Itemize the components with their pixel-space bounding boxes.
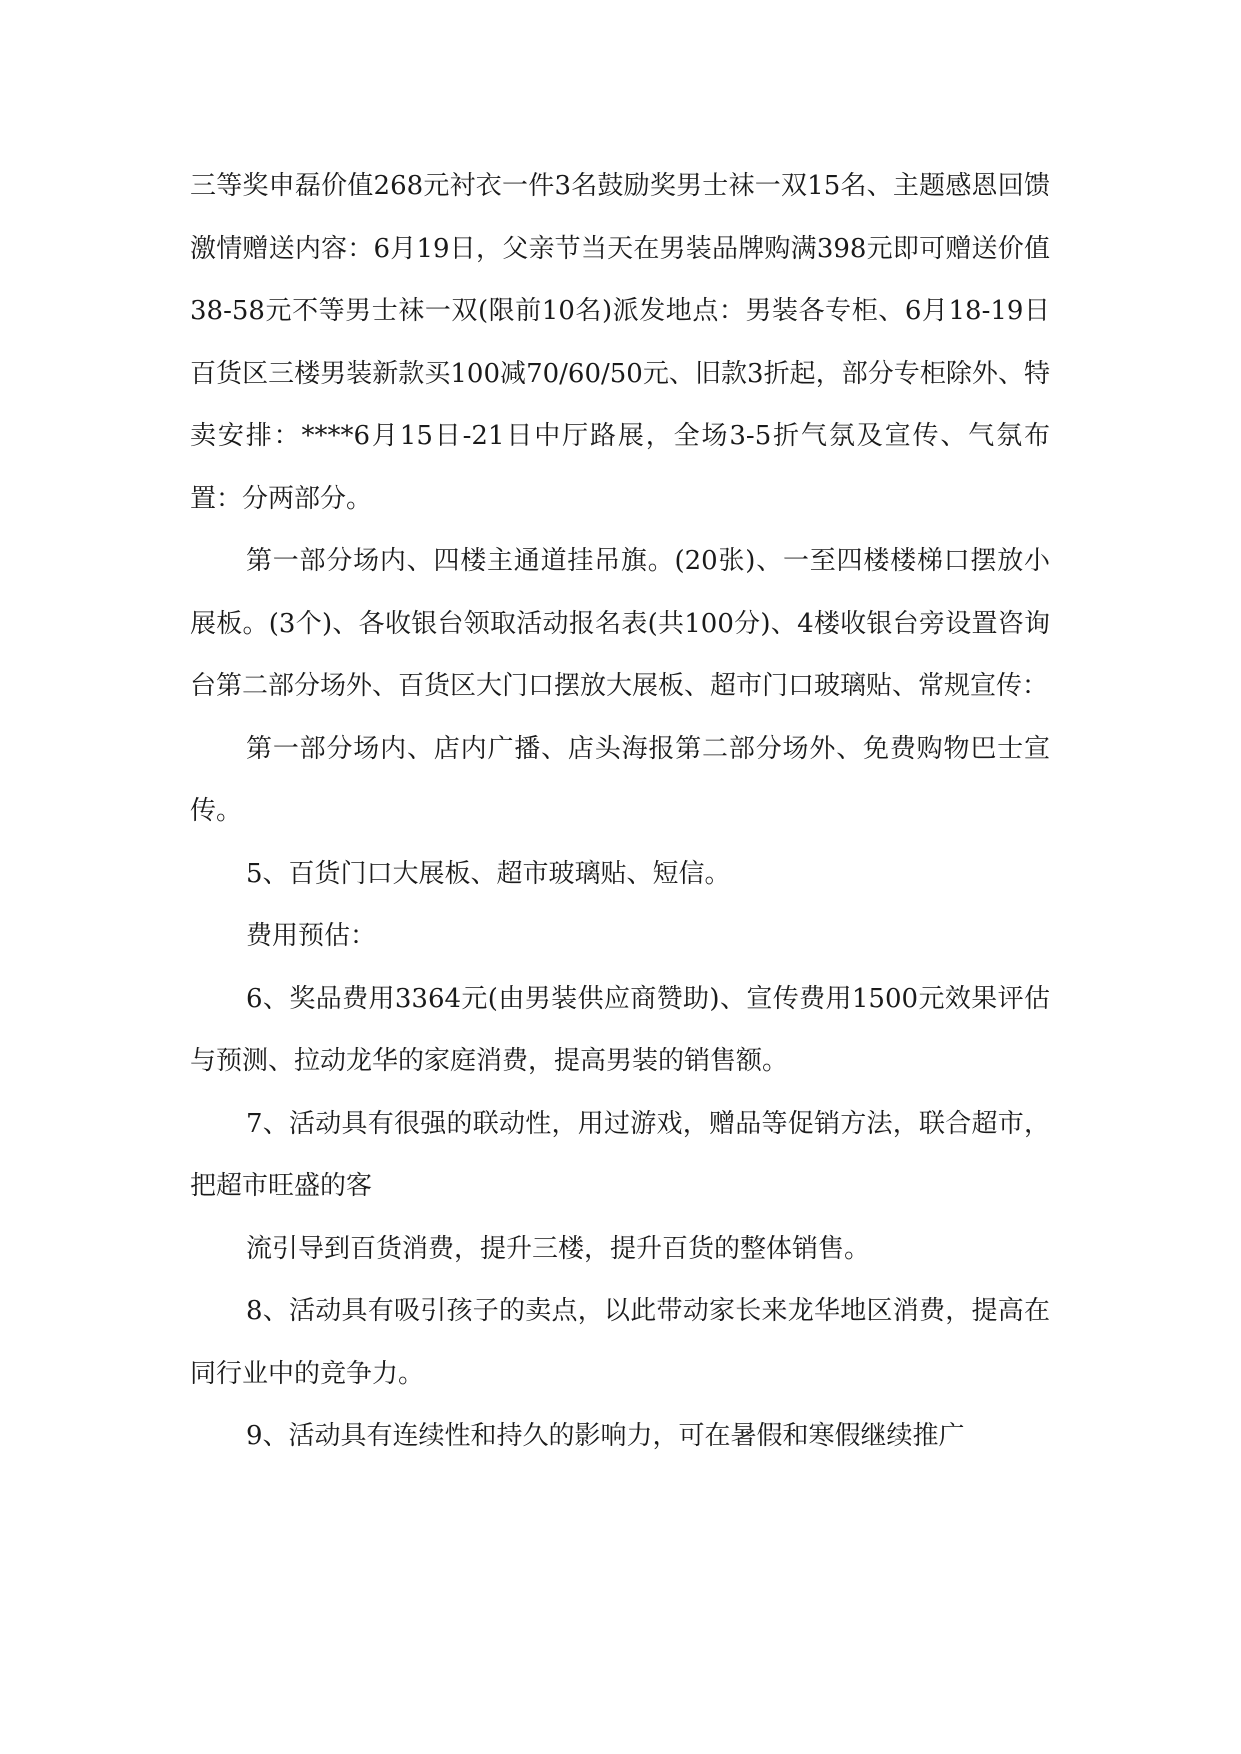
paragraph-item-5: 5、百货门口大展板、超市玻璃贴、短信。 [246,858,731,889]
paragraph-item-7-continued: 流引导到百货消费，提升三楼，提升百货的整体销售。 [246,1233,871,1264]
paragraph-decoration-part-one: 第一部分场内、四楼主通道挂吊旗。(20张)、一至四楼楼梯口摆放小展板。(3个)、各收银台领取活动报名表(共100分)、4楼收银台旁设置咨询台第二部分场外、百货区大门口摆放大展板、超市门口玻璃贴、常规宣传： [190,546,1050,701]
paragraph-cost-estimate-heading: 费用预估： [246,921,377,951]
paragraph-item-9: 9、活动具有连续性和持久的影响力，可在暑假和寒假继续推广 [246,1421,965,1451]
paragraph-item-8: 8、活动具有吸引孩子的卖点，以此带动家长来龙华地区消费，提高在同行业中的竞争力。 [190,1296,1050,1389]
paragraph-item-7: 7、活动具有很强的联动性，用过游戏，赠品等促销方法，联合超市，把超市旺盛的客 [190,1108,1050,1201]
paragraph-regular-publicity: 第一部分场内、店内广播、店头海报第二部分场外、免费购物巴士宣传。 [190,733,1050,826]
paragraph-item-6: 6、奖品费用3364元(由男装供应商赞助)、宣传费用1500元效果评估与预测、拉动龙华的家庭消费，提高男装的销售额。 [190,983,1050,1076]
document-body [190,155,1050,1468]
paragraph-prize-and-promotion: 三等奖申磊价值268元衬衣一件3名鼓励奖男士袜一双15名、主题感恩回馈激情赠送内容：6月19日，父亲节当天在男装品牌购满398元即可赠送价值38-58元不等男士袜一双(限前10名)派发地点：男装各专柜、6月18-19日百货区三楼男装新款买100减70/60/50元、旧款3折起，部分专柜除外、特卖安排：****6月15日-21日中厅路展，全场3-5折气氛及宣传、气氛布置：分两部分。 [190,171,1050,514]
